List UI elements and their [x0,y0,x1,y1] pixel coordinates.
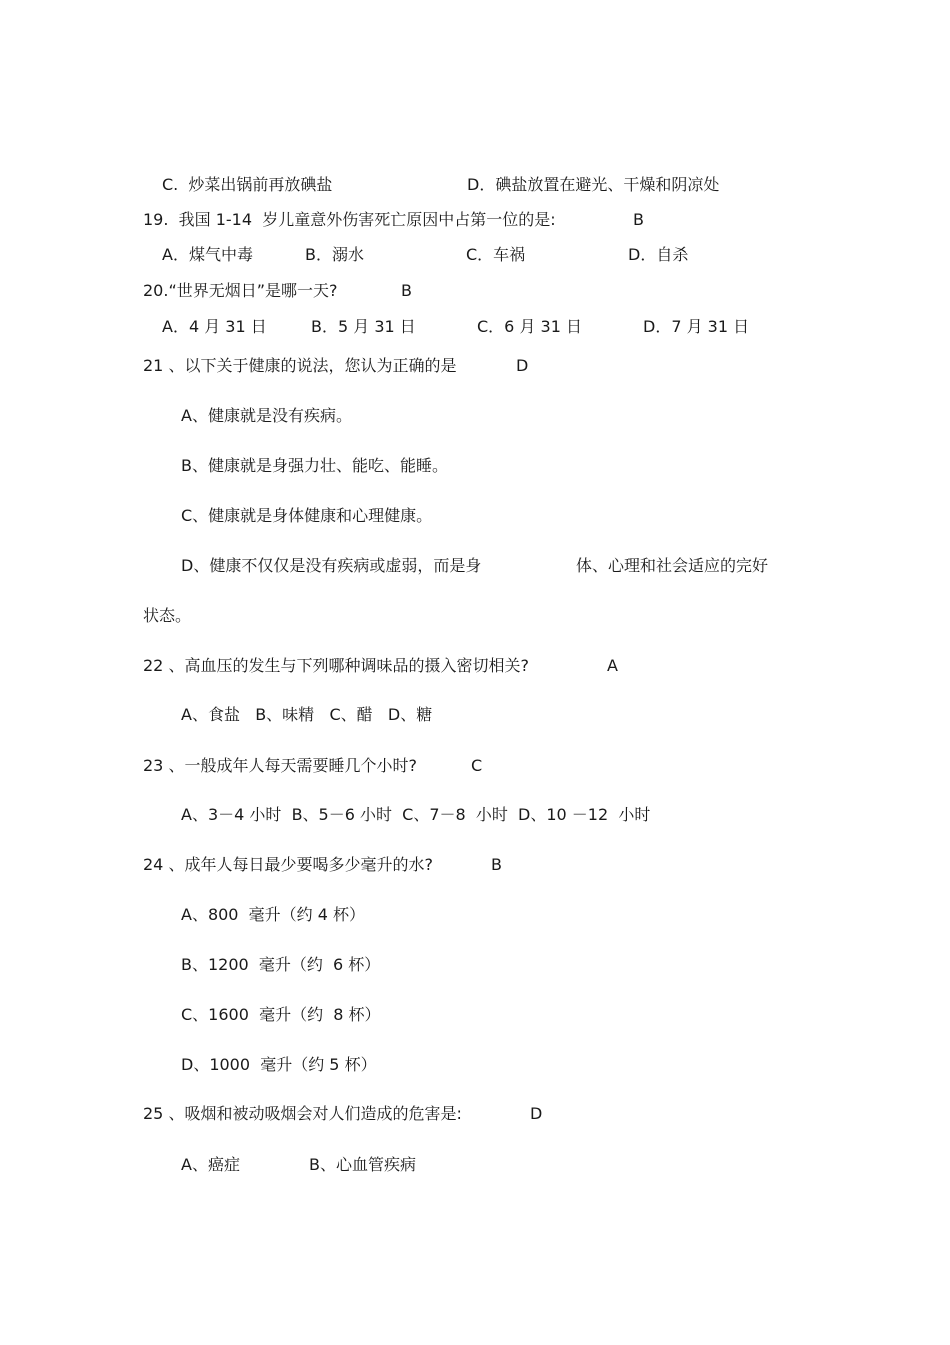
q24-text: 24 、成年人每日最少要喝多少毫升的水? [143,855,433,874]
q25-answer: D [530,1104,543,1123]
q22-options: A、食盐 B、味精 C、醋 D、糖 [181,705,433,724]
q25-option-b: B、心血管疾病 [309,1155,416,1174]
q21-option-d-part1: D、健康不仅仅是没有疾病或虚弱，而是身 [181,556,482,575]
q21-option-d-part3: 状态。 [143,606,192,625]
q20-option-d: D．7 月 31 日 [643,317,750,336]
q21-option-b: B、健康就是身强力壮、能吃、能睡。 [181,456,448,475]
q19-option-a: A．煤气中毒 [162,245,253,264]
q21-option-c: C、健康就是身体健康和心理健康。 [181,506,433,525]
q24-option-a: A、800 毫升（约 4 杯） [181,905,366,924]
q20-answer: B [401,281,412,300]
q24-answer: B [491,855,502,874]
q19-option-d: D．自杀 [628,245,689,264]
q21-option-a: A、健康就是没有疾病。 [181,406,352,425]
q25-text: 25 、吸烟和被动吸烟会对人们造成的危害是: [143,1104,462,1123]
q19-answer: B [633,210,644,229]
q21-answer: D [516,356,529,375]
q24-option-d: D、1000 毫升（约 5 杯） [181,1055,377,1074]
q19-option-b: B．溺水 [305,245,364,264]
q20-text: 20.“世界无烟日”是哪一天? [143,281,338,300]
q25-option-a: A、癌症 [181,1155,240,1174]
q22-answer: A [607,656,618,675]
q18-option-d: D．碘盐放置在避光、干燥和阴凉处 [467,175,720,194]
q22-text: 22 、高血压的发生与下列哪种调味品的摄入密切相关? [143,656,529,675]
q20-option-b: B．5 月 31 日 [311,317,416,336]
q24-option-b: B、1200 毫升（约 6 杯） [181,955,381,974]
q19-text: 19. 我国 1-14 岁儿童意外伤害死亡原因中占第一位的是: [143,210,556,229]
q23-options: A、3－4 小时 B、5－6 小时 C、7－8 小时 D、10 －12 小时 [181,805,651,824]
q18-option-c: C. 炒菜出锅前再放碘盐 [162,175,333,194]
q19-option-c: C．车祸 [466,245,526,264]
q21-text: 21 、以下关于健康的说法，您认为正确的是 [143,356,457,375]
q23-answer: C [471,756,483,775]
q21-option-d-part2: 体、心理和社会适应的完好 [576,556,769,575]
q20-option-c: C．6 月 31 日 [477,317,582,336]
q24-option-c: C、1600 毫升（约 8 杯） [181,1005,381,1024]
q20-option-a: A．4 月 31 日 [162,317,267,336]
q23-text: 23 、一般成年人每天需要睡几个小时? [143,756,417,775]
